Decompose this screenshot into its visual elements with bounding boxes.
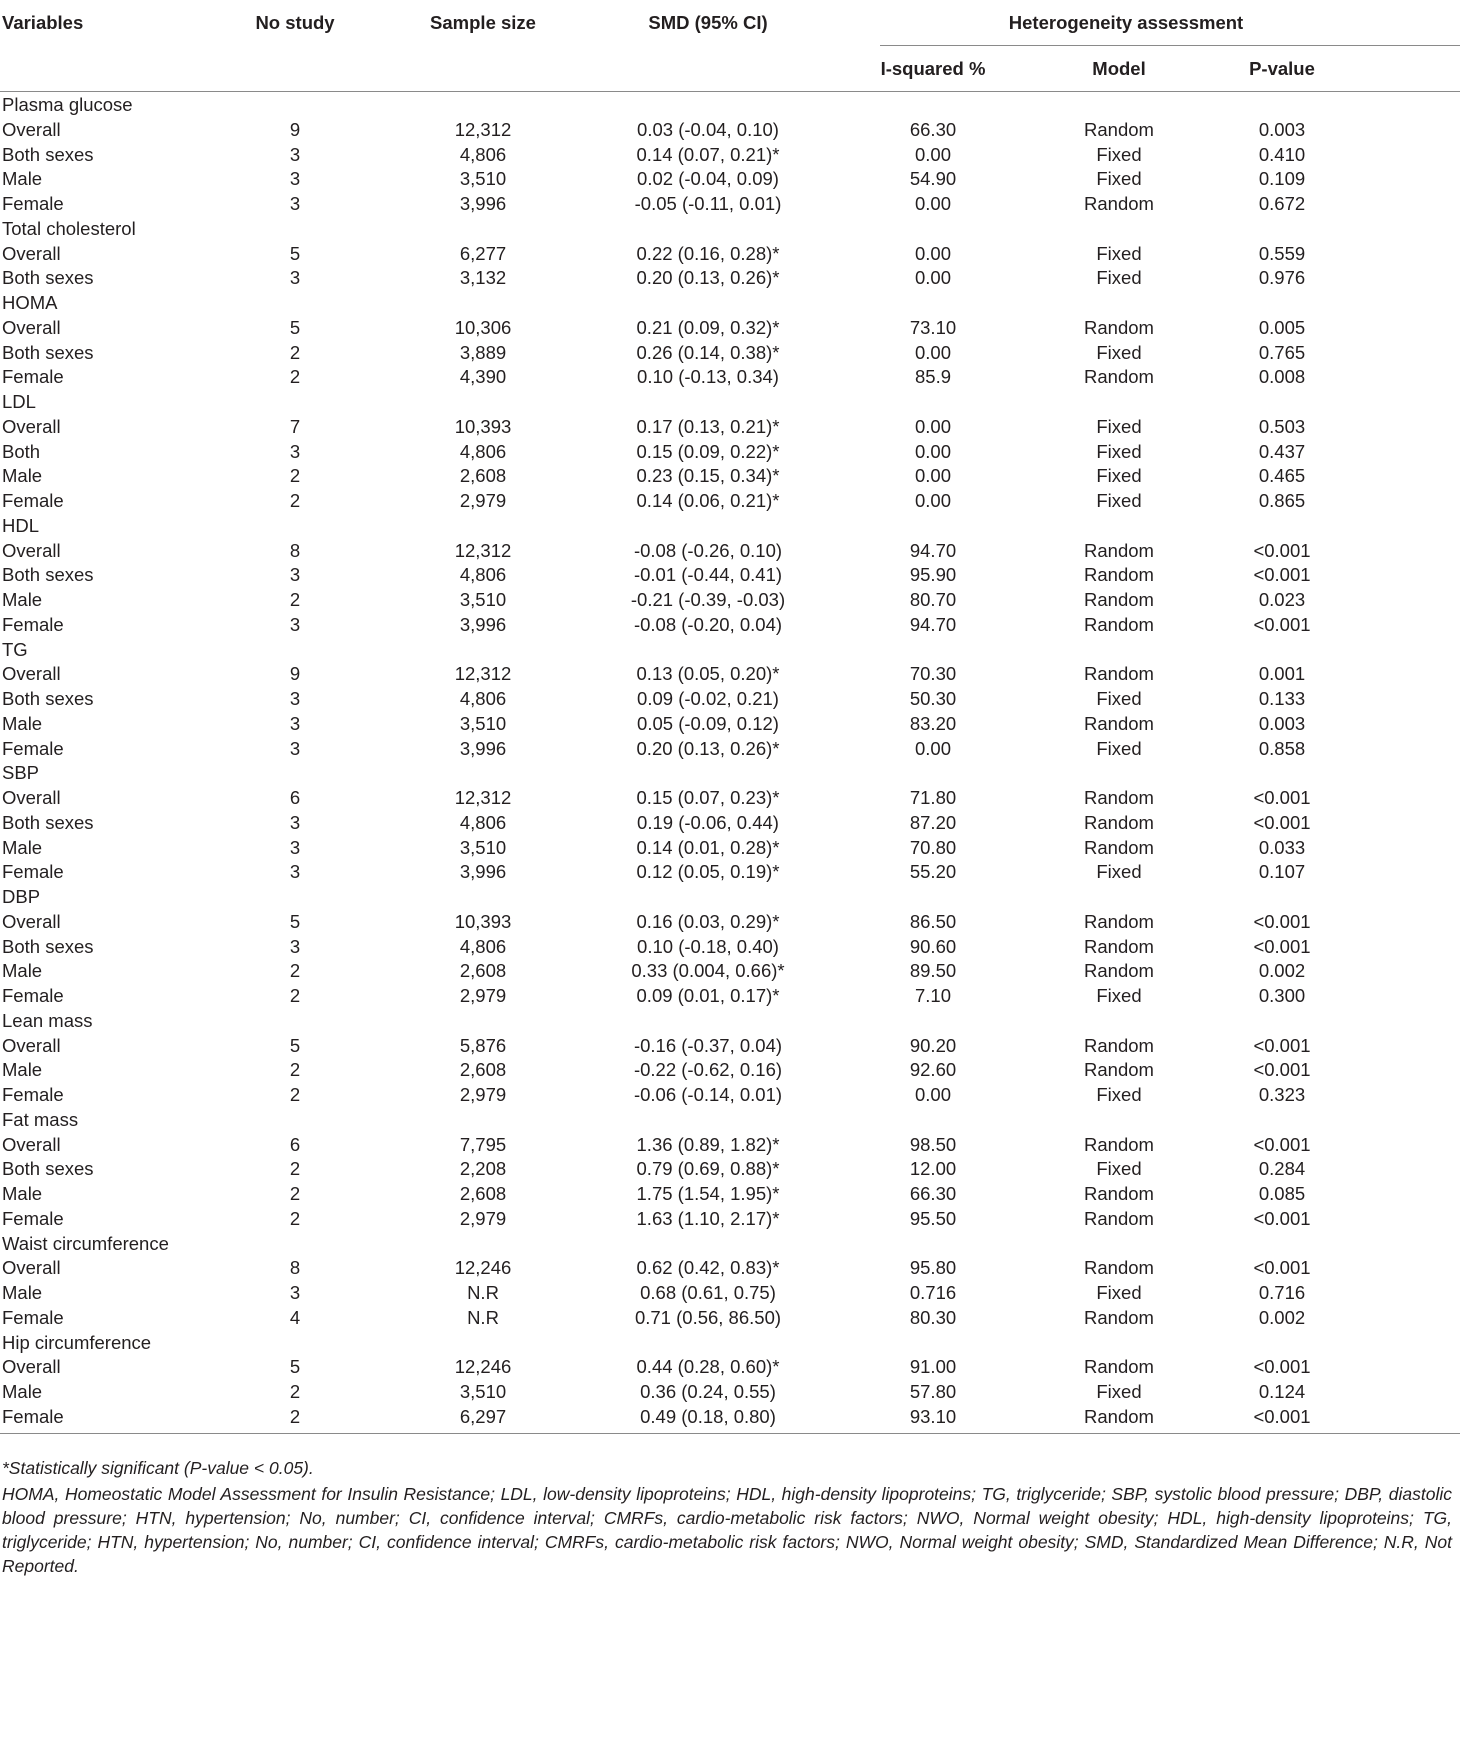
cell-variable: Overall	[2, 663, 61, 685]
table-section-row	[0, 93, 1460, 118]
header-variables: Variables	[2, 12, 84, 33]
cell-variable: Female	[2, 861, 64, 883]
cell-variable: Male	[2, 1059, 43, 1081]
table-footnotes	[2, 1456, 1452, 1578]
cell-variable: Both sexes	[2, 811, 94, 833]
table-row: Female 2 6,297 0.49 (0.18, 0.80) 93.10 Random <0.001	[0, 1405, 1460, 1430]
section-label: Fat mass	[2, 1108, 79, 1130]
table-row: Both sexes 3 4,806 0.10 (-0.18, 0.40) 90.60 Random <0.001	[0, 935, 1460, 960]
table-row: Both sexes 2 2,208 0.79 (0.69, 0.88)* 12.00 Fixed 0.284	[0, 1157, 1460, 1182]
table-header-row-1: Variables No study Sample size SMD (95% CI) Heterogeneity assessment	[0, 0, 1460, 46]
cell-variable: Overall	[2, 1133, 61, 1155]
section-label: TG	[2, 638, 28, 660]
cell-variable: Female	[2, 737, 64, 759]
table-header-row-2: I-squared % Model P-value	[880, 58, 1315, 79]
table-row: Female 3 3,996 -0.05 (-0.11, 0.01) 0.00 Random 0.672	[0, 192, 1460, 217]
cell-variable: Both sexes	[2, 143, 94, 165]
section-label: Lean mass	[2, 1009, 93, 1031]
cell-variable: Male	[2, 1381, 43, 1402]
section-label: Plasma glucose	[2, 94, 133, 115]
table-row: Both sexes 3 3,132 0.20 (0.13, 0.26)* 0.00 Fixed 0.976	[0, 266, 1460, 291]
cell-variable: Male	[2, 712, 43, 734]
table-row: Male 2 2,608 -0.22 (-0.62, 0.16) 92.60 Random <0.001	[0, 1058, 1460, 1083]
table-row: Both sexes 2 3,889 0.26 (0.14, 0.38)* 0.00 Fixed 0.765	[0, 341, 1460, 366]
table-row: Overall 5 12,246 0.44 (0.28, 0.60)* 91.00 Random <0.001	[0, 1355, 1460, 1380]
cell-variable: Female	[2, 1405, 64, 1427]
table-row: Overall 5 5,876 -0.16 (-0.37, 0.04) 90.20 Random <0.001	[0, 1034, 1460, 1059]
table-row: Female 2 2,979 -0.06 (-0.14, 0.01) 0.00 Fixed 0.323	[0, 1083, 1460, 1108]
table-section-row	[0, 390, 1460, 415]
table-row: Female 3 3,996 0.12 (0.05, 0.19)* 55.20 Fixed 0.107	[0, 860, 1460, 885]
section-label: Hip circumference	[2, 1331, 152, 1353]
table-row: Female 3 3,996 -0.08 (-0.20, 0.04) 94.70 Random <0.001	[0, 613, 1460, 638]
cell-variable: Male	[2, 589, 43, 610]
cell-variable: Overall	[2, 415, 61, 437]
header-bottom-rule	[0, 91, 1460, 92]
cell-variable: Male	[2, 1183, 43, 1204]
cell-variable: Male	[2, 1282, 43, 1303]
table-row: Overall 5 6,277 0.22 (0.16, 0.28)* 0.00 Fixed 0.559	[0, 242, 1460, 267]
table-row: Male 3 3,510 0.14 (0.01, 0.28)* 70.80 Random 0.033	[0, 836, 1460, 861]
table-bottom-rule	[0, 1433, 1460, 1434]
cell-variable: Overall	[2, 539, 61, 561]
cell-variable: Female	[2, 1084, 64, 1105]
cell-variable: Overall	[2, 242, 61, 264]
table-row: Male 2 3,510 -0.21 (-0.39, -0.03) 80.70 Random 0.023	[0, 588, 1460, 613]
cell-variable: Female	[2, 366, 64, 388]
table-row: Overall 7 10,393 0.17 (0.13, 0.21)* 0.00 Fixed 0.503	[0, 415, 1460, 440]
cell-variable: Overall	[2, 787, 61, 808]
cell-variable: Overall	[2, 118, 61, 140]
table-row: Overall 5 10,393 0.16 (0.03, 0.29)* 86.50 Random <0.001	[0, 910, 1460, 935]
cell-variable: Female	[2, 490, 64, 511]
cell-variable: Both sexes	[2, 935, 94, 957]
table-row: Male 2 2,608 0.33 (0.004, 0.66)* 89.50 Random 0.002	[0, 959, 1460, 984]
section-label: Waist circumference	[2, 1232, 169, 1254]
cell-variable: Male	[2, 836, 43, 858]
table-section-row	[0, 1331, 1460, 1356]
table-section-row	[0, 761, 1460, 786]
table-row: Male 2 2,608 1.75 (1.54, 1.95)* 66.30 Random 0.085	[0, 1182, 1460, 1207]
table-row: Male 2 3,510 0.36 (0.24, 0.55) 57.80 Fixed 0.124	[0, 1380, 1460, 1405]
cell-variable: Female	[2, 193, 64, 214]
table-section-row	[0, 885, 1460, 910]
table-row: Female 2 2,979 0.14 (0.06, 0.21)* 0.00 Fixed 0.865	[0, 489, 1460, 514]
section-label: LDL	[2, 391, 36, 412]
table-row: Both 3 4,806 0.15 (0.09, 0.22)* 0.00 Fixed 0.437	[0, 440, 1460, 465]
table-row: Overall 8 12,246 0.62 (0.42, 0.83)* 95.80 Random <0.001	[0, 1256, 1460, 1281]
section-label: HDL	[2, 514, 40, 536]
table-section-row	[0, 217, 1460, 242]
section-label: DBP	[2, 886, 41, 907]
cell-variable: Overall	[2, 1356, 61, 1378]
cell-variable: Female	[2, 613, 64, 635]
table-section-row	[0, 638, 1460, 663]
cell-variable: Male	[2, 960, 43, 982]
cell-variable: Overall	[2, 910, 61, 932]
section-label: HOMA	[2, 292, 58, 313]
footnote-significance: *Statistically significant (P-value < 0.05).	[2, 1458, 314, 1478]
table-row: Both sexes 3 4,806 0.14 (0.07, 0.21)* 0.00 Fixed 0.410	[0, 143, 1460, 168]
cell-variable: Female	[2, 1306, 64, 1328]
cell-variable: Both sexes	[2, 688, 94, 709]
table-row: Overall 5 10,306 0.21 (0.09, 0.32)* 73.10 Random 0.005	[0, 316, 1460, 341]
table-section-row	[0, 1232, 1460, 1257]
table-row: Female 3 3,996 0.20 (0.13, 0.26)* 0.00 Fixed 0.858	[0, 737, 1460, 762]
table-row: Male 3 3,510 0.02 (-0.04, 0.09) 54.90 Fixed 0.109	[0, 167, 1460, 192]
cell-variable: Both sexes	[2, 1158, 94, 1180]
table-row: Overall 6 12,312 0.15 (0.07, 0.23)* 71.80 Random <0.001	[0, 786, 1460, 811]
table-section-row	[0, 1108, 1460, 1133]
table-row: Female 2 2,979 0.09 (0.01, 0.17)* 7.10 Fixed 0.300	[0, 984, 1460, 1009]
table-row: Both sexes 3 4,806 -0.01 (-0.44, 0.41) 95.90 Random <0.001	[0, 563, 1460, 588]
table-row: Female 2 4,390 0.10 (-0.13, 0.34) 85.9 Random 0.008	[0, 365, 1460, 390]
table-row: Overall 9 12,312 0.03 (-0.04, 0.10) 66.30 Random 0.003	[0, 118, 1460, 143]
table-row: Male 3 N.R 0.68 (0.61, 0.75) 0.716 Fixed 0.716	[0, 1281, 1460, 1306]
table-row: Male 3 3,510 0.05 (-0.09, 0.12) 83.20 Random 0.003	[0, 712, 1460, 737]
table-body	[0, 92, 1460, 1430]
table-row: Male 2 2,608 0.23 (0.15, 0.34)* 0.00 Fixed 0.465	[0, 464, 1460, 489]
table-row: Both sexes 3 4,806 0.09 (-0.02, 0.21) 50.30 Fixed 0.133	[0, 687, 1460, 712]
table-section-row	[0, 291, 1460, 316]
cell-variable: Male	[2, 465, 43, 487]
cell-variable: Male	[2, 168, 43, 190]
table-row: Both sexes 3 4,806 0.19 (-0.06, 0.44) 87.20 Random <0.001	[0, 811, 1460, 836]
section-label: Total cholesterol	[2, 217, 136, 239]
table-row: Overall 9 12,312 0.13 (0.05, 0.20)* 70.30 Random 0.001	[0, 662, 1460, 687]
cell-variable: Both sexes	[2, 267, 94, 289]
table-row: Female 2 2,979 1.63 (1.10, 2.17)* 95.50 Random <0.001	[0, 1207, 1460, 1232]
cell-variable: Overall	[2, 316, 61, 338]
footnote-abbreviations: HOMA, Homeostatic Model Assessment for Insulin Resistance; LDL, low-density lipoproteins; HDL, high-density lipoproteins; TG, triglyceride; SBP, systolic blood pressure; DBP, diastolic blood pressure; HTN, hypertension; No, number; CI, confidence interval; CMRFs, cardio-metabolic risk factors; NWO, Normal weight obesity; HDL, high-density lipoproteins; TG, triglyceride; HTN, hypertension; No, number; CI, confidence interval; CMRFs, cardio-metabolic risk factors; NWO, Normal weight obesity; SMD, Standardized Mean Difference; N.R, Not Reported.	[2, 1484, 1452, 1576]
table-section-row	[0, 1009, 1460, 1034]
cell-variable: Overall	[2, 1034, 61, 1056]
cell-variable: Overall	[2, 1257, 61, 1279]
cell-variable: Both sexes	[2, 341, 94, 363]
table-section-row	[0, 514, 1460, 539]
table-row: Overall 6 7,795 1.36 (0.89, 1.82)* 98.50 Random <0.001	[0, 1133, 1460, 1158]
cell-variable: Female	[2, 985, 64, 1006]
table-row: Female 4 N.R 0.71 (0.56, 86.50) 80.30 Random 0.002	[0, 1306, 1460, 1331]
cell-variable: Female	[2, 1207, 64, 1229]
cell-variable: Both sexes	[2, 564, 94, 586]
cell-variable: Both	[2, 440, 41, 462]
table-row: Overall 8 12,312 -0.08 (-0.26, 0.10) 94.70 Random <0.001	[0, 539, 1460, 564]
section-label: SBP	[2, 762, 40, 784]
